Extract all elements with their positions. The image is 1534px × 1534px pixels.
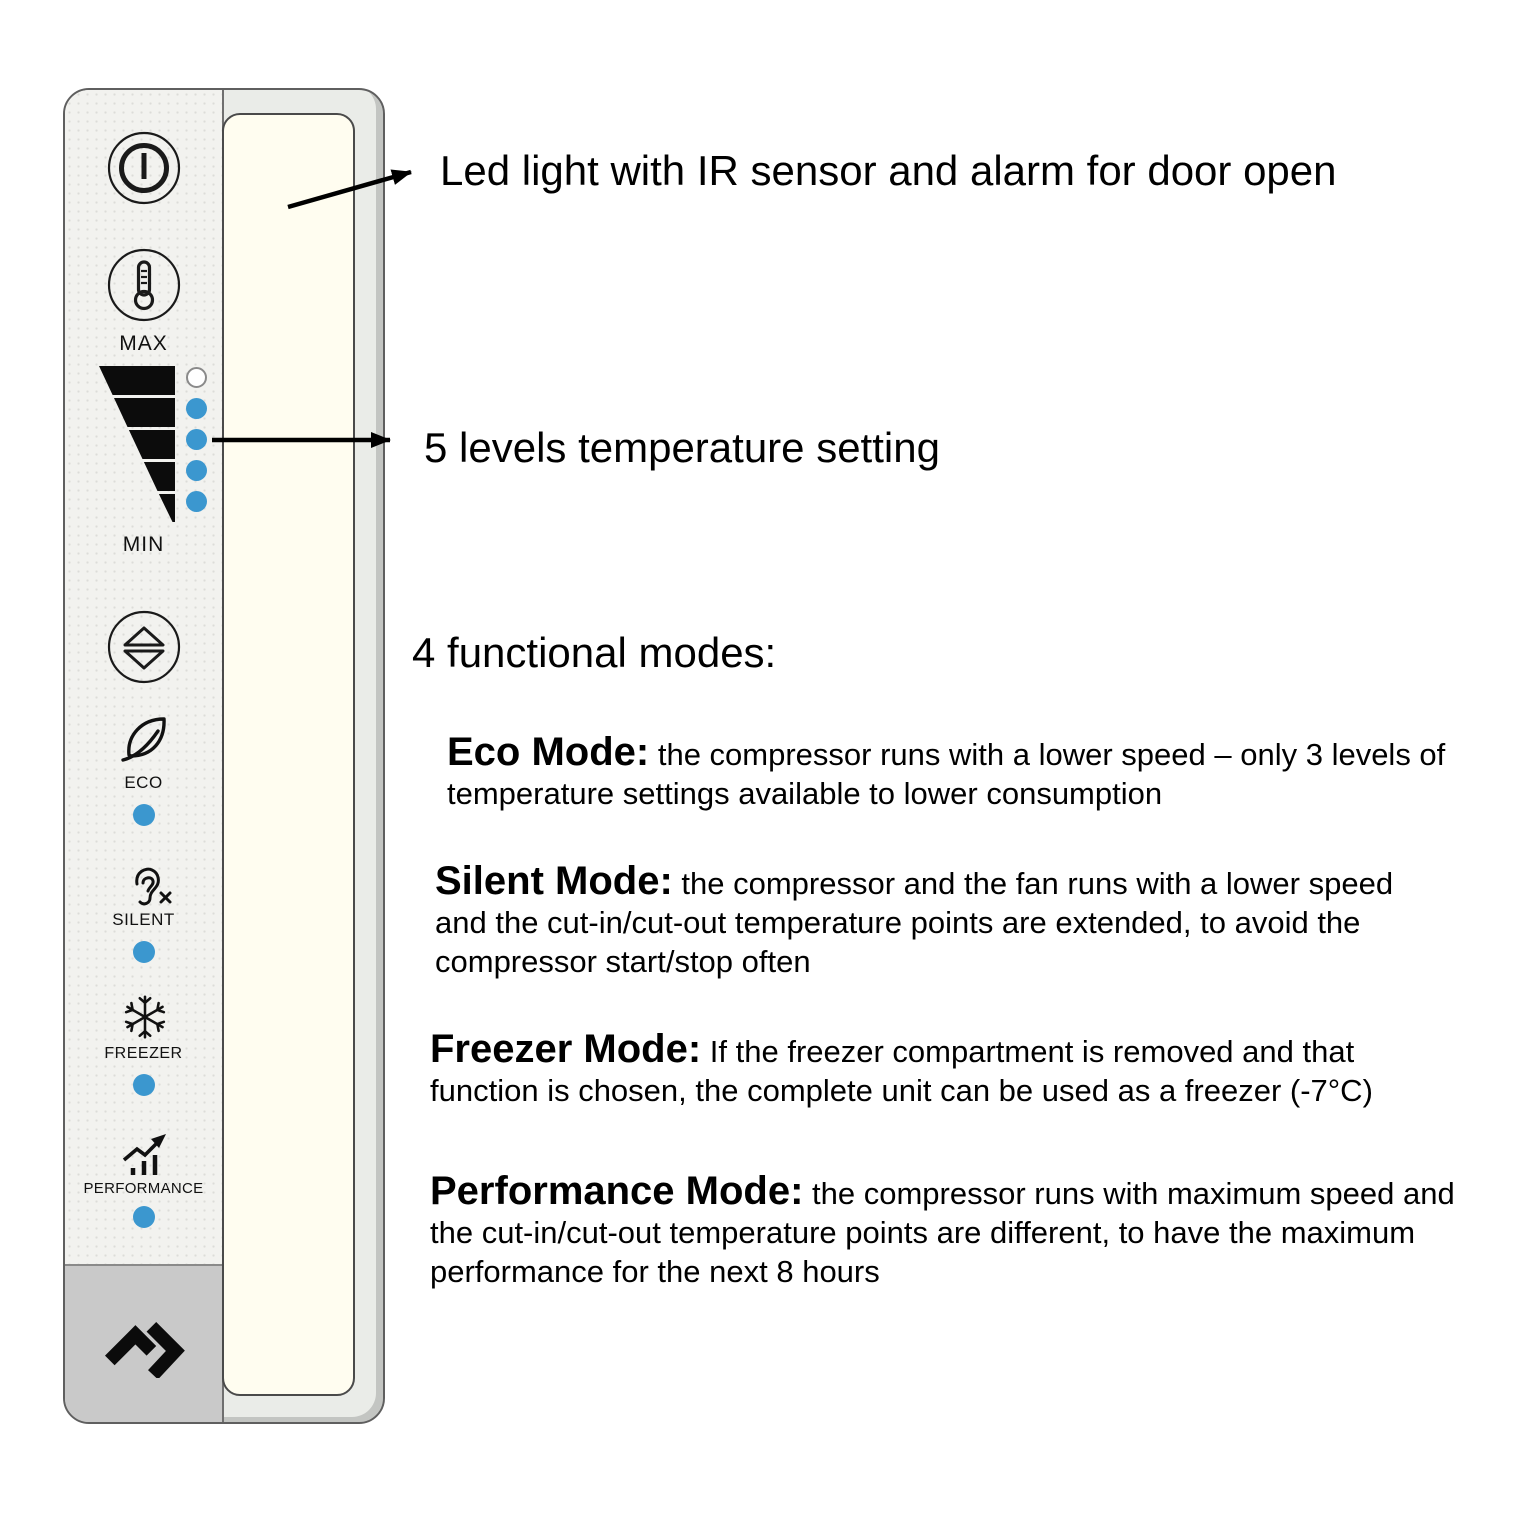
performance-label: PERFORMANCE [83,1180,204,1197]
button-strip [65,90,224,1264]
brand-footer [65,1264,224,1422]
eco-mode-description [447,730,1477,813]
performance-mode-description [430,1169,1505,1291]
brand-logo-icon [100,1314,190,1383]
max-label: MAX [119,332,168,355]
temp-adjust-button[interactable] [106,609,182,685]
freezer-mode-description [430,1027,1440,1110]
silent-indicator-led [133,941,155,963]
eco-indicator-led [133,804,155,826]
ear-muted-icon[interactable] [125,863,175,916]
annotation-led-light: Led light with IR sensor and alarm for door open [440,147,1337,194]
up-down-arrows-icon [106,609,182,685]
performance-mode-title: Performance Mode: [430,1169,804,1213]
performance-chart-icon[interactable] [118,1130,172,1185]
silent-mode-title: Silent Mode: [435,859,673,903]
freezer-mode-body: If the freezer compartment is removed and that function is chosen, the complete unit can be used as a freezer (-7°C) [430,1034,1373,1108]
freezer-label: FREEZER [104,1045,183,1062]
freezer-indicator-led [133,1074,155,1096]
annotation-modes-heading: 4 functional modes: [412,629,777,676]
thermometer-icon [106,247,182,323]
level-dot-2 [186,398,207,419]
eco-leaf-icon[interactable] [119,710,171,771]
temperature-button[interactable] [106,247,182,323]
min-label: MIN [122,533,165,556]
temperature-level-indicator [97,364,177,527]
temperature-level-dots [186,367,207,512]
performance-indicator-led [133,1206,155,1228]
led-light-strip [222,113,355,1396]
snowflake-icon[interactable] [121,993,169,1046]
freezer-mode-title: Freezer Mode: [430,1027,702,1071]
eco-label: ECO [124,773,163,792]
annotation-temp-setting: 5 levels temperature setting [424,424,940,471]
level-dot-5 [186,491,207,512]
level-dot-1 [186,367,207,388]
power-button[interactable] [106,130,182,206]
eco-mode-body: the compressor runs with a lower speed – only 3 levels of temperature settings available to lower consumption [447,737,1446,811]
control-panel [63,88,385,1424]
power-icon [106,130,182,206]
silent-mode-description [435,859,1435,981]
level-dot-4 [186,460,207,481]
level-dot-3 [186,429,207,450]
silent-label: SILENT [112,910,175,929]
performance-mode-body: the compressor runs with maximum speed and the cut-in/cut-out temperature points are different, to have the maximum performance for the next 8 hours [430,1176,1455,1289]
eco-mode-title: Eco Mode: [447,730,650,774]
silent-mode-body: the compressor and the fan runs with a lower speed and the cut-in/cut-out temperature points are extended, to avoid the compressor start/stop often [435,866,1394,979]
